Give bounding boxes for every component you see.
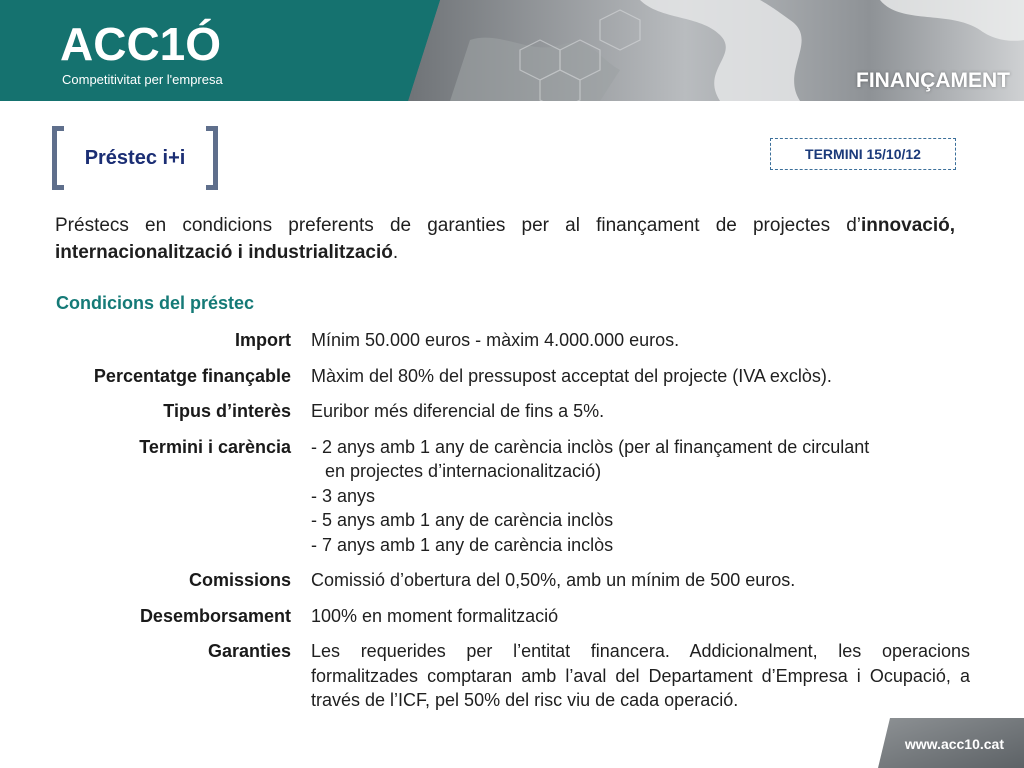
- condition-line: Les requerides per l’entitat financera. Addicionalment, les operacions formalitzades comptaran amb l’aval del Departament d’Empresa i Ocupació, a través de l’ICF, pel 50% del risc viu de cada operació.: [311, 641, 970, 710]
- condition-value: [311, 364, 970, 389]
- header-banner: [0, 0, 1024, 101]
- condition-value: [311, 604, 970, 629]
- condition-row-term: [40, 435, 974, 558]
- intro-suffix: .: [392, 242, 399, 263]
- condition-value: [311, 399, 970, 424]
- condition-value: [311, 435, 970, 558]
- condition-label: Termini i carència: [139, 436, 291, 457]
- condition-label: Import: [235, 330, 291, 350]
- condition-line: en projectes d’internacionalització): [325, 461, 602, 481]
- website-link[interactable]: www.acc10.cat: [904, 736, 1004, 752]
- intro-paragraph: [55, 212, 955, 266]
- condition-row-interest: [40, 399, 974, 424]
- condition-line: Comissió d’obertura del 0,50%, amb un mínim de 500 euros.: [311, 570, 796, 590]
- condition-line: 100% en moment formalització: [311, 605, 559, 626]
- intro-highlight: innovació, internacionalització i industrialització: [55, 215, 955, 263]
- condition-row-disbursement: [40, 604, 974, 629]
- condition-line: - 3 anys: [311, 485, 376, 506]
- condition-line: - 2 anys amb 1 any de carència inclòs (per al finançament de circulant: [311, 436, 870, 457]
- deadline-badge: TERMINI 15/10/12: [770, 138, 956, 170]
- page-title: Préstec i+i: [84, 147, 186, 169]
- condition-line: - 7 anys amb 1 any de carència inclòs: [311, 534, 614, 555]
- condition-line: - 5 anys amb 1 any de carència inclòs: [311, 510, 614, 530]
- section-heading: Condicions del préstec: [56, 293, 255, 313]
- condition-value: [311, 568, 970, 593]
- conditions-table: [40, 328, 974, 713]
- brand-logo: ACC1Ó: [60, 18, 222, 70]
- intro-text: Préstecs en condicions preferents de garanties per al finançament de projectes d’: [55, 215, 862, 236]
- condition-line: Euribor més diferencial de fins a 5%.: [311, 401, 605, 421]
- condition-value: [311, 639, 970, 713]
- condition-row-guarantees: [40, 639, 974, 713]
- condition-row-import: [40, 328, 974, 353]
- condition-label: Percentatge finançable: [93, 365, 291, 386]
- condition-label: Garanties: [207, 641, 291, 661]
- page-title-box: [52, 126, 218, 190]
- condition-label: Comissions: [188, 570, 291, 590]
- condition-row-percentage: [40, 364, 974, 389]
- condition-line: Màxim del 80% del pressupost acceptat del projecte (IVA exclòs).: [311, 365, 832, 386]
- condition-label: Desemborsament: [139, 605, 291, 626]
- condition-label: Tipus d’interès: [163, 401, 291, 421]
- section-label: FINANÇAMENT: [856, 69, 1010, 92]
- brand-tagline: Competitivitat per l'empresa: [62, 72, 223, 87]
- condition-row-commissions: [40, 568, 974, 593]
- condition-line: Mínim 50.000 euros - màxim 4.000.000 euros.: [311, 330, 680, 350]
- footer-banner: [878, 718, 1024, 768]
- condition-value: [311, 328, 970, 353]
